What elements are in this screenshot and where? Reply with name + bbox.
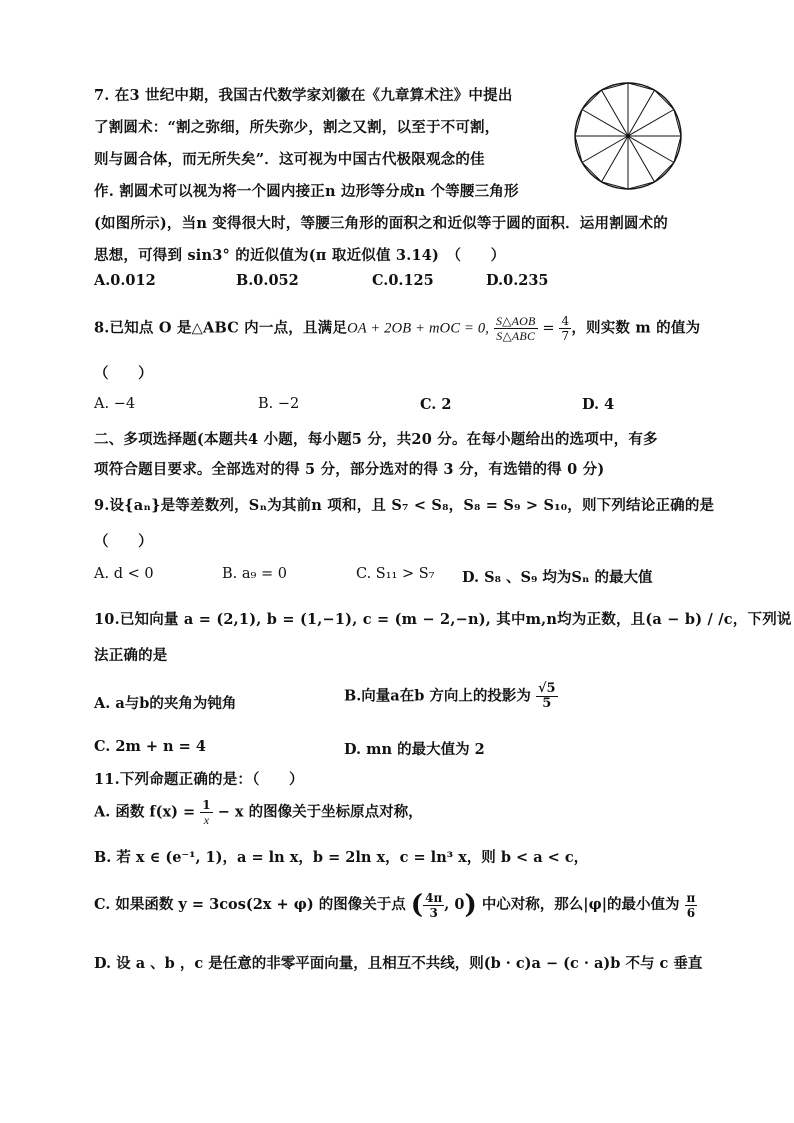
q8-area-ratio <box>494 314 538 343</box>
q8-ratio-value <box>559 314 571 343</box>
q7-line2: 了割圆术：“割之弥细，所失弥少，割之又割，以至于不可割， <box>94 119 500 136</box>
q8-option-a: A. −4 <box>94 396 136 412</box>
q8-option-b: B. −2 <box>258 396 300 412</box>
q10-projection-den: 5 <box>542 696 552 711</box>
q8-equals: = <box>542 320 555 337</box>
q8-area-den: S△ABC <box>496 329 536 343</box>
q11-option-a <box>94 798 423 827</box>
q7-line3: 则与圆合体，而无所失矣”．这可视为中国古代极限观念的佳 <box>94 151 485 168</box>
q8-ratio-num: 4 <box>561 314 570 328</box>
q10-projection-value <box>536 682 558 711</box>
q11-option-c-pre: C. 如果函数 y = 3cos(2x + φ) 的图像关于点 <box>94 896 406 913</box>
q11-option-c <box>94 890 697 920</box>
q8-vector-eq: OA + 2OB + mOC = 0, <box>347 320 490 337</box>
inscribed-polygon-figure <box>572 80 684 192</box>
q10-option-d: D. mn 的最大值为 2 <box>344 741 485 758</box>
q10-line1: 10.已知向量 a = (2,1), b = (1,−1), c = (m − 2,−n), 其中m,n均为正数，且(a − b) / /c，下列说 <box>94 611 792 628</box>
q9-option-c: C. S₁₁ > S₇ <box>356 566 435 582</box>
spoke-line <box>628 136 674 163</box>
q7-option-b: B.0.052 <box>236 272 299 289</box>
q10-option-a: A. a与b的夹角为钝角 <box>94 695 237 712</box>
q11-min-num: π <box>686 890 696 905</box>
q9-option-b: B. a₉ = 0 <box>222 566 287 582</box>
q11-center-x <box>423 891 444 920</box>
q11-center-x-num: 4π <box>425 890 443 905</box>
q8-option-c: C. 2 <box>420 396 452 413</box>
q11-min-den: 6 <box>686 905 696 920</box>
q11-option-d: D. 设 a 、b ，c 是任意的非零平面向量，且相互不共线，则(b · c)a − (c · a)b 不与 c 垂直 <box>94 955 703 972</box>
q7-line5: (如图所示)，当n 变得很大时，等腰三角形的面积之和近似等于圆的面积．运用割圆术的 <box>94 215 669 232</box>
q7-option-a: A.0.012 <box>94 272 156 289</box>
right-paren: ) <box>464 890 477 920</box>
q7-line4: 作. 割圆术可以视为将一个圆内接正n 边形等分成n 个等腰三角形 <box>94 183 519 200</box>
q8-stem <box>94 314 700 343</box>
section2-line2: 项符合题目要求。全部选对的得 5 分，部分选对的得 3 分，有选错的得 0 分) <box>94 461 605 478</box>
q9-option-d: D. S₈ 、S₉ 均为Sₙ 的最大值 <box>462 569 653 586</box>
q8-option-d: D. 4 <box>582 396 615 413</box>
q9-option-a: A. d < 0 <box>94 566 154 582</box>
section2-line1: 二、多项选择题(本题共4 小题，每小题5 分，共20 分。在每小题给出的选项中，有多 <box>94 431 658 448</box>
q10-projection-num: √5 <box>537 681 556 696</box>
q8-stem-b: ，则实数 m 的值为 <box>571 319 701 337</box>
spoke-line <box>602 90 629 136</box>
spoke-line <box>628 110 674 137</box>
q11-stem: 11.下列命题正确的是：（ ） <box>94 771 304 788</box>
q10-option-c: C. 2m + n = 4 <box>94 738 206 755</box>
q11-option-a-post: − x 的图像关于坐标原点对称， <box>217 803 423 821</box>
q11-reciprocal-den: x <box>203 813 210 827</box>
q11-option-b: B. 若 x ∈ (e⁻¹, 1)，a = ln x，b = 2ln x，c = ln³ x，则 b < a < c， <box>94 849 589 866</box>
q9-paren: （ ） <box>94 533 153 550</box>
left-paren: ( <box>410 890 424 920</box>
q11-option-a-pre: A. 函数 f(x) = <box>94 803 196 821</box>
q11-min-value <box>685 891 698 920</box>
q7-option-c: C.0.125 <box>372 272 434 289</box>
q8-area-num: S△AOB <box>495 314 536 328</box>
q7-line1: 7. 在3 世纪中期，我国古代数学家刘徽在《九章算术注》中提出 <box>94 87 513 104</box>
q11-reciprocal <box>200 798 212 827</box>
q8-ratio-den: 7 <box>561 329 570 343</box>
q11-center-x-den: 3 <box>429 905 438 920</box>
spoke-line <box>582 136 628 163</box>
q10-option-b <box>344 682 558 711</box>
q8-paren: （ ） <box>94 365 153 382</box>
q9-stem: 9.设{aₙ}是等差数列，Sₙ为其前n 项和，且 S₇ < S₈，S₈ = S₉ > S₁₀，则下列结论正确的是 <box>94 497 715 514</box>
spoke-line <box>628 90 655 136</box>
spoke-line <box>602 136 629 182</box>
q11-reciprocal-num: 1 <box>202 798 211 812</box>
q11-option-c-post: 中心对称，那么|φ|的最小值为 <box>481 896 680 913</box>
q7-option-d: D.0.235 <box>486 272 549 289</box>
q11-center-y: , 0 <box>444 896 465 913</box>
q10-line2: 法正确的是 <box>94 647 168 664</box>
spoke-line <box>628 136 655 182</box>
q7-line6: 思想，可得到 sin3° 的近似值为(π 取近似值 3.14) （ ） <box>94 247 506 264</box>
q10-option-b-text: B.向量a在b 方向上的投影为 <box>344 687 531 705</box>
q8-stem-a: 8.已知点 O 是△ABC 内一点，且满足 <box>94 319 348 337</box>
spoke-line <box>582 110 628 137</box>
